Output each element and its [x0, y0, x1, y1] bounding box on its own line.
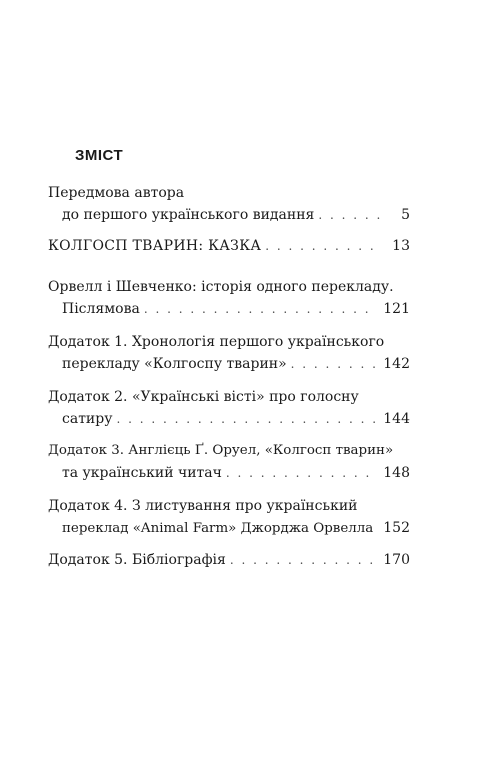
toc-entry-line: сатиру: [62, 411, 113, 427]
toc-entry-line: Додаток 1. Хронологія першого українського: [48, 334, 385, 350]
toc-entry[interactable]: [48, 235, 410, 257]
toc-page-number: 121: [383, 301, 410, 317]
toc-page-number: 142: [383, 356, 410, 372]
toc-entry-line: Додаток 4. З листування про український: [48, 498, 358, 514]
toc-entry-last-line: [48, 462, 410, 484]
toc-entry-last-line: [48, 298, 410, 320]
toc-entry-last-line: [48, 204, 410, 226]
toc-entry-last-line: [48, 408, 410, 430]
toc-entry-last-line: [48, 235, 410, 257]
toc-entry-last-line: [48, 549, 410, 571]
toc-entry-line: перекладу «Колгоспу тварин»: [62, 356, 287, 372]
toc-entry-line: та український читач: [62, 465, 222, 481]
toc-entry-last-line: [48, 517, 410, 540]
toc-entry-line: Додаток 5. Бібліографія: [48, 552, 226, 568]
toc-page-number: 144: [383, 411, 410, 427]
toc-page-number: 13: [392, 238, 410, 254]
dot-leader: [140, 298, 377, 320]
toc-entry-line: Орвелл і Шевченко: історія одного перекладу.: [48, 279, 394, 295]
toc-entry-line: переклад «Animal Farm» Джорджа Орвелла: [62, 521, 374, 536]
toc-page-number: 152: [383, 520, 410, 536]
toc-entry-line: Післямова: [62, 301, 140, 317]
toc-page-number: 170: [383, 552, 410, 568]
toc-entry-line: Передмова автора: [48, 185, 185, 201]
toc-entry[interactable]: [48, 331, 410, 375]
toc-entry[interactable]: [48, 182, 410, 226]
dot-leader: [222, 462, 377, 484]
dot-leader: [226, 549, 377, 571]
dot-leader: [261, 235, 382, 257]
dot-leader: [314, 204, 382, 226]
toc-entry[interactable]: [48, 276, 410, 320]
toc-entry-line: Додаток 2. «Українські вісті» про голосну: [48, 389, 359, 405]
toc-entry[interactable]: [48, 440, 410, 484]
toc-entry-line: КОЛГОСП ТВАРИН: КАЗКА: [48, 238, 262, 254]
toc-heading: ЗМІСТ: [75, 147, 124, 164]
toc-entry[interactable]: [48, 495, 410, 540]
toc-entry-last-line: [48, 353, 410, 375]
toc-page-number: 148: [383, 465, 410, 481]
toc-entry-line: до першого українського видання: [62, 207, 315, 223]
toc-entry[interactable]: [48, 549, 410, 571]
toc-entry[interactable]: [48, 386, 410, 430]
toc-page-number: 5: [401, 207, 410, 223]
dot-leader: [112, 408, 377, 430]
dot-leader: [287, 353, 378, 375]
toc-entry-line: Додаток 3. Англієць Ґ. Оруел, «Колгосп тварин»: [48, 443, 394, 458]
